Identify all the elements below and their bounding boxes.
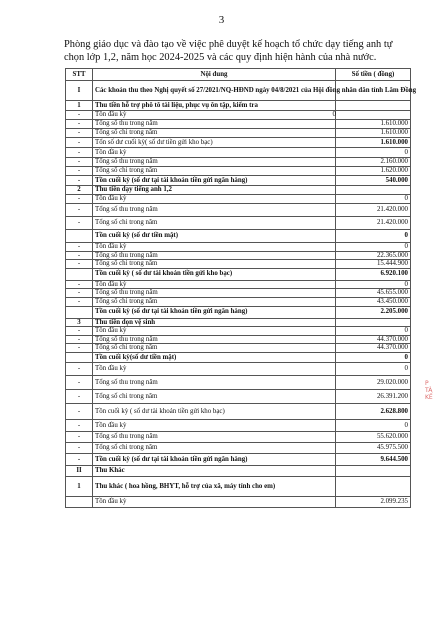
table-row xyxy=(66,251,411,260)
row-amount: 0 xyxy=(336,327,411,336)
row-content: Tổng số chi trong năm xyxy=(93,167,336,176)
row-content: Tổng số chi trong năm xyxy=(93,442,336,453)
row-content: Tồn đầu kỳ xyxy=(93,327,336,336)
table-row xyxy=(66,431,411,442)
row-amount: 15.444.900 xyxy=(336,260,411,269)
row-content: Tồn đầu kỳ xyxy=(93,243,336,252)
row-amount: 2.099.235 xyxy=(336,496,411,507)
table-row xyxy=(66,204,411,217)
row-stt: - xyxy=(66,431,93,442)
row-opening-balance: 0 xyxy=(332,111,336,118)
row-amount: 21.420.000 xyxy=(336,204,411,217)
row-content: Tổng số thu trong năm xyxy=(93,120,336,129)
table-row xyxy=(66,453,411,465)
row-stt: - xyxy=(66,120,93,129)
row-stt: - xyxy=(66,195,93,204)
table-row xyxy=(66,138,411,148)
row-stt: - xyxy=(66,111,93,120)
table-row xyxy=(66,375,411,389)
table-row xyxy=(66,362,411,375)
row-stt: - xyxy=(66,217,93,230)
row-stt xyxy=(66,306,93,318)
row-amount: 2.628.800 xyxy=(336,403,411,419)
row-amount: 0 xyxy=(336,362,411,375)
row-stt xyxy=(66,496,93,507)
intro-paragraph: Phòng giáo dục và đào tạo về việc phê duyệt kế hoạch tổ chức dạy tiếng anh tự chọn lớp 1,2, năm học 2024-2025 và các quy định hiện hành của nhà nước. xyxy=(64,39,393,63)
financial-report-table xyxy=(65,68,417,508)
row-amount: 45.975.500 xyxy=(336,442,411,453)
row-content: Tồn đầu kỳ xyxy=(93,496,336,507)
row-content: Tổng số chi trong năm xyxy=(93,297,336,306)
row-amount: 2.205.000 xyxy=(336,306,411,318)
table-row xyxy=(66,111,411,120)
table-header-row xyxy=(66,69,411,81)
row-content: Các khoản thu theo Nghị quyết số 27/2021/NQ-HĐND ngày 04/8/2021 của Hội đồng nhân dân tỉnh Lâm Đồng xyxy=(93,81,336,101)
table-row xyxy=(66,465,411,476)
row-content: Thu khác ( hoa hồng, BHYT, hỗ trợ của xã, máy tính cho em) xyxy=(93,476,336,496)
row-amount: 540.000 xyxy=(336,176,411,186)
row-stt: 1 xyxy=(66,476,93,496)
row-amount xyxy=(336,465,411,476)
row-amount: 22.365.000 xyxy=(336,251,411,260)
table-row xyxy=(66,176,411,186)
row-content: Tồn đầu kỳ xyxy=(93,195,336,204)
table-row xyxy=(66,442,411,453)
row-amount xyxy=(336,101,411,111)
row-amount: 43.450.000 xyxy=(336,297,411,306)
row-amount: 29.020.000 xyxy=(336,375,411,389)
table-body xyxy=(66,81,417,508)
row-content: Tồn cuối kỳ (số dư tại tài khoản tiền gửi ngân hàng) xyxy=(93,306,336,318)
row-stt: - xyxy=(66,419,93,431)
row-stt: - xyxy=(66,129,93,138)
row-amount: 1.620.000 xyxy=(336,167,411,176)
row-content: Tồn cuối kỳ ( số dư tài khoản tiền gửi kho bạc) xyxy=(93,403,336,419)
row-amount: 2.160.000 xyxy=(336,158,411,167)
row-content: Tổng số chi trong năm xyxy=(93,389,336,403)
row-stt xyxy=(66,230,93,243)
row-stt: - xyxy=(66,375,93,389)
row-stt: - xyxy=(66,403,93,419)
row-content: Tồn đầu kỳ xyxy=(93,280,336,289)
row-content: Tồn đầu kỳ xyxy=(93,148,336,158)
row-amount: 44.370.000 xyxy=(336,344,411,353)
row-amount: 44.370.000 xyxy=(336,335,411,344)
row-content: Tổng số thu trong năm xyxy=(93,251,336,260)
table-row xyxy=(66,158,411,167)
row-stt: - xyxy=(66,335,93,344)
row-stt: - xyxy=(66,362,93,375)
row-amount: 45.655.000 xyxy=(336,289,411,298)
table-row xyxy=(66,186,411,195)
row-amount: 0 xyxy=(336,230,411,243)
table-row xyxy=(66,101,411,111)
row-content: Thu tiền dạy tiếng anh 1,2 xyxy=(93,186,336,195)
row-content: Tổng số thu trong năm xyxy=(93,289,336,298)
row-content: Tồn cuối kỳ ( số dư tài khoản tiền gửi kho bạc) xyxy=(93,268,336,280)
row-content: Tồn cuối kỳ (số dư tiền mặt) xyxy=(93,230,336,243)
row-stt: - xyxy=(66,167,93,176)
row-content: Tổng số thu trong năm xyxy=(93,335,336,344)
table-row xyxy=(66,403,411,419)
table-row xyxy=(66,496,411,507)
table-row xyxy=(66,129,411,138)
row-stt: - xyxy=(66,243,93,252)
row-content: Thu tiền dọn vệ sinh xyxy=(93,318,336,327)
row-content: Tồn cuối kỳ (số dư tại tài khoản tiền gửi ngân hàng) xyxy=(93,453,336,465)
table-row xyxy=(66,81,411,101)
row-content: Tổng số thu trong năm xyxy=(93,375,336,389)
table-row xyxy=(66,217,411,230)
header-stt: STT xyxy=(66,69,93,81)
row-stt: - xyxy=(66,280,93,289)
row-amount: 26.391.200 xyxy=(336,389,411,403)
row-content: Thu tiền hỗ trợ phô tô tài liệu, phục vụ ôn tập, kiểm tra xyxy=(93,101,336,111)
table-row xyxy=(66,148,411,158)
row-content: Thu Khác xyxy=(93,465,336,476)
table-row xyxy=(66,167,411,176)
row-content-text: Tồn đầu kỳ xyxy=(95,111,127,119)
row-stt: II xyxy=(66,465,93,476)
row-stt: 2 xyxy=(66,186,93,195)
row-content: Tồn đầu kỳ xyxy=(93,362,336,375)
row-stt: - xyxy=(66,176,93,186)
stamp-text-2: TÀ xyxy=(425,387,433,394)
table-row xyxy=(66,344,411,353)
row-content: Tổn số dư cuối kỳ( số dư tiền gửi kho bạc) xyxy=(93,138,336,148)
row-stt xyxy=(66,352,93,362)
table-row xyxy=(66,327,411,336)
stamp-text-1: P xyxy=(425,380,429,387)
table-row xyxy=(66,476,411,496)
row-amount: 1.610.000 xyxy=(336,129,411,138)
row-stt: - xyxy=(66,260,93,269)
row-stt: 1 xyxy=(66,101,93,111)
table-row xyxy=(66,230,411,243)
table-row xyxy=(66,318,411,327)
row-amount: 55.620.000 xyxy=(336,431,411,442)
row-stt: - xyxy=(66,204,93,217)
row-amount: 21.420.000 xyxy=(336,217,411,230)
row-amount: 0 xyxy=(336,419,411,431)
row-content: Tồn đầu kỳ xyxy=(93,419,336,431)
table-row xyxy=(66,335,411,344)
table-row xyxy=(66,419,411,431)
row-amount: 0 xyxy=(336,195,411,204)
row-stt: - xyxy=(66,442,93,453)
table-row xyxy=(66,289,411,298)
row-content: Tổng số thu trong năm xyxy=(93,204,336,217)
row-amount: 1.610.000 xyxy=(336,120,411,129)
row-content: Tổng số chi trong năm xyxy=(93,344,336,353)
table-row xyxy=(66,280,411,289)
row-amount: 0 xyxy=(336,280,411,289)
row-stt: - xyxy=(66,453,93,465)
row-amount: 0 xyxy=(336,148,411,158)
row-stt: - xyxy=(66,297,93,306)
row-content: Tồn cuối kỳ(số dư tiền mặt) xyxy=(93,352,336,362)
row-amount: 0 xyxy=(336,243,411,252)
table-row xyxy=(66,352,411,362)
row-amount xyxy=(336,111,411,120)
row-amount xyxy=(336,186,411,195)
table-row xyxy=(66,260,411,269)
row-content: Tổng số thu trong năm xyxy=(93,431,336,442)
row-stt: - xyxy=(66,138,93,148)
table-row xyxy=(66,268,411,280)
stamp-text-3: KẾ xyxy=(425,394,433,401)
row-stt: - xyxy=(66,251,93,260)
table-row xyxy=(66,389,411,403)
row-stt: 3 xyxy=(66,318,93,327)
row-amount: 9.644.500 xyxy=(336,453,411,465)
row-amount: 6.920.100 xyxy=(336,268,411,280)
row-stt: - xyxy=(66,389,93,403)
row-content xyxy=(93,111,336,120)
row-content: Tổng số chi trong năm xyxy=(93,129,336,138)
page-number: 3 xyxy=(218,14,225,26)
row-stt: - xyxy=(66,344,93,353)
row-stt: - xyxy=(66,158,93,167)
row-amount: 0 xyxy=(336,352,411,362)
row-amount: 1.610.000 xyxy=(336,138,411,148)
header-content: Nội dung xyxy=(93,69,336,81)
row-content: Tồn cuối kỳ (số dư tại tài khoản tiền gửi ngân hàng) xyxy=(93,176,336,186)
row-stt: - xyxy=(66,327,93,336)
row-stt xyxy=(66,268,93,280)
table-row xyxy=(66,297,411,306)
table-row xyxy=(66,306,411,318)
header-amount: Số tiền ( đồng) xyxy=(336,69,411,81)
red-stamp-fragment xyxy=(425,380,443,401)
row-stt: - xyxy=(66,289,93,298)
row-amount xyxy=(336,318,411,327)
table-row xyxy=(66,243,411,252)
row-content: Tổng số thu trong năm xyxy=(93,158,336,167)
row-content: Tổng số chi trong năm xyxy=(93,217,336,230)
row-content: Tổng số chi trong năm xyxy=(93,260,336,269)
table-row xyxy=(66,195,411,204)
row-amount xyxy=(336,476,411,496)
row-stt: - xyxy=(66,148,93,158)
row-stt: I xyxy=(66,81,93,101)
table-row xyxy=(66,120,411,129)
